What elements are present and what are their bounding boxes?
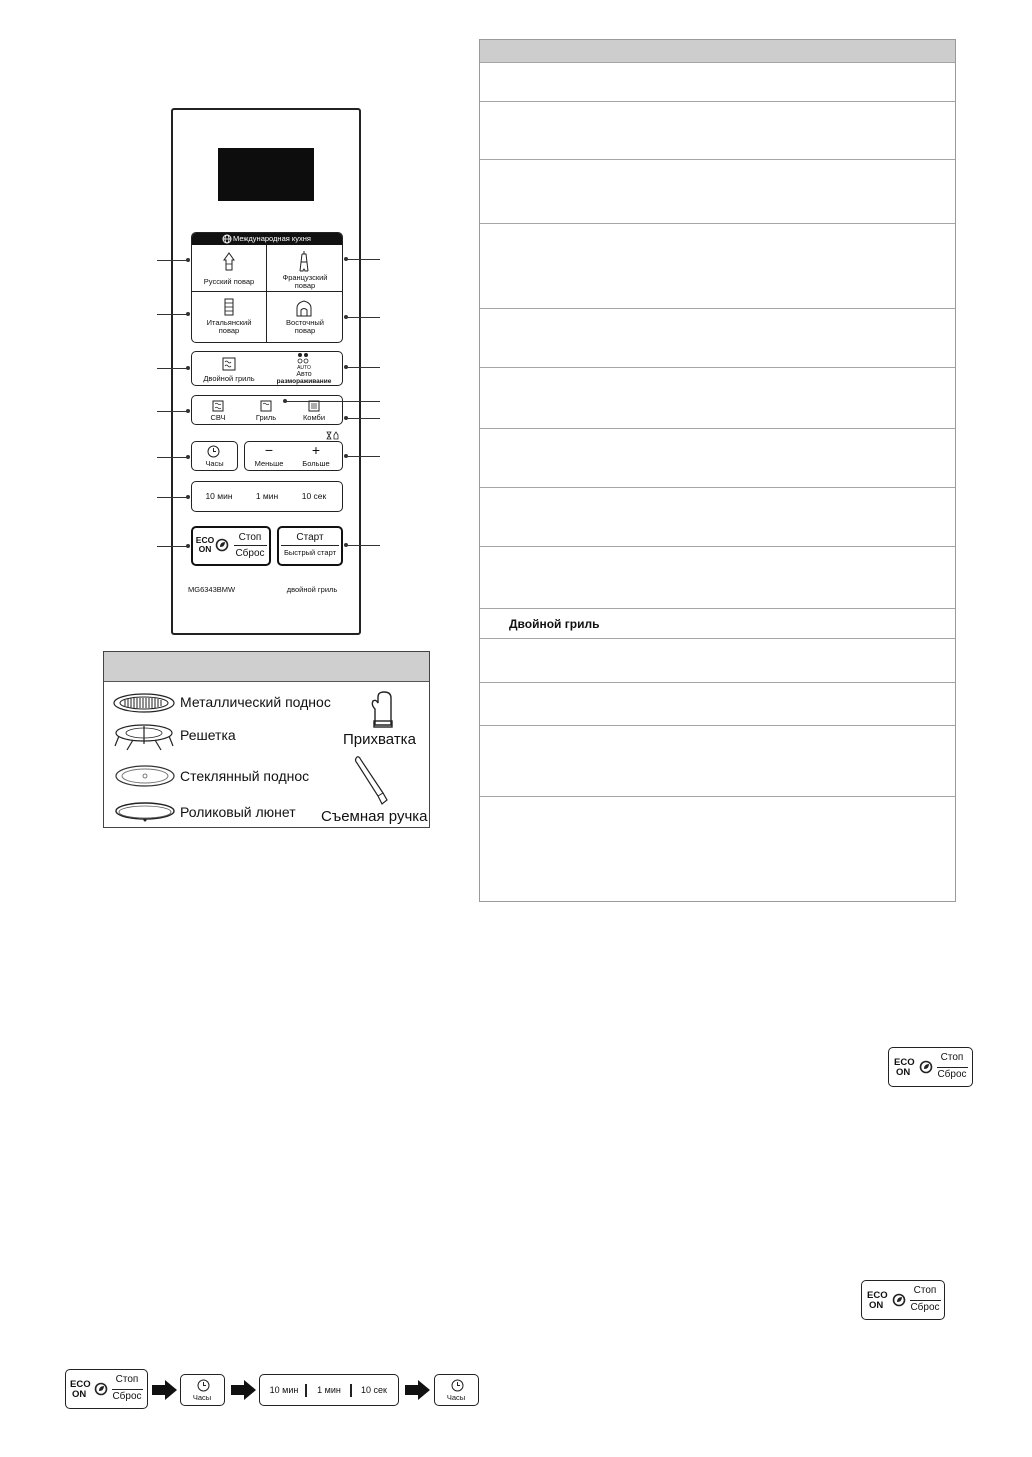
eco-leaf-icon (919, 1060, 933, 1074)
eiffel-tower-icon (297, 250, 311, 272)
callout-line (347, 317, 380, 318)
callout-line (347, 367, 380, 368)
clock-label: Часы (446, 1393, 466, 1402)
metal-tray-label: Металлический поднос (180, 694, 331, 710)
grill-button[interactable]: Гриль (255, 413, 277, 422)
rack-icon (113, 722, 175, 752)
segment-divider (350, 1384, 352, 1397)
table-row-separator (480, 428, 955, 429)
double-grill-icon (222, 357, 236, 371)
stop-divider (234, 545, 267, 546)
display-screen (218, 148, 314, 201)
clock-label: Часы (192, 1393, 212, 1402)
arrow-right-icon (405, 1380, 430, 1400)
features-table-header (480, 40, 955, 62)
callout-line (347, 418, 380, 419)
callout-dot (186, 544, 190, 548)
stop-divider (910, 1300, 941, 1301)
accessories-header (104, 652, 429, 682)
start-divider (281, 545, 339, 546)
seq-clock-button[interactable] (434, 1374, 479, 1406)
defrost-label: размораживание (276, 378, 332, 385)
model-number: MG6343BMW (188, 585, 236, 594)
stop-divider (112, 1389, 143, 1390)
seq-time-buttons[interactable] (259, 1374, 399, 1406)
table-row-separator (480, 487, 955, 488)
one-min-button[interactable]: 1 мин (255, 491, 279, 501)
callout-line (157, 260, 187, 261)
table-row-separator (480, 546, 955, 547)
eco-on-label: ON (869, 1300, 884, 1311)
auto-small-label: AUTO (297, 365, 311, 371)
auto-defrost-button[interactable]: Авто (296, 371, 312, 378)
callout-line (286, 401, 380, 402)
pisa-tower-icon (222, 297, 236, 317)
stop-divider (937, 1067, 968, 1068)
russian-cook-button[interactable]: Русский повар (203, 277, 255, 286)
callout-dot (186, 495, 190, 499)
oriental-temple-icon (294, 298, 314, 318)
plus-icon: + (311, 442, 321, 458)
ten-sec-button[interactable]: 10 сек (301, 491, 327, 501)
quick-start-label: Быстрый старт (283, 548, 337, 557)
seq-clock-button[interactable] (180, 1374, 225, 1406)
table-row-separator (480, 725, 955, 726)
roller-ring-icon (115, 801, 175, 823)
hourglass-icon (326, 431, 340, 440)
segment-divider (305, 1384, 307, 1397)
stop-label: Стоп (913, 1285, 937, 1296)
stop-label: Стоп (238, 532, 262, 543)
intl-header-label: Международная кухня (233, 234, 311, 243)
eco-label: ECO (70, 1379, 91, 1390)
microwave-icon (212, 400, 224, 412)
more-button[interactable]: Больше (302, 459, 330, 468)
eco-label: ECO (894, 1057, 915, 1068)
metal-tray-icon (113, 693, 175, 713)
eco-on-label: ON (198, 544, 212, 554)
table-row-separator (480, 796, 955, 797)
less-button[interactable]: Меньше (254, 459, 284, 468)
eco-label: ECO (867, 1290, 888, 1301)
clock-label: Часы (205, 459, 224, 468)
features-table (479, 39, 956, 902)
glass-tray-label: Стеклянный поднос (180, 768, 310, 784)
table-row-separator (480, 682, 955, 683)
callout-dot (186, 455, 190, 459)
seq-eco-stop-button[interactable] (65, 1369, 148, 1409)
oven-mitt-label: Прихватка (343, 731, 416, 748)
callout-dot (186, 409, 190, 413)
one-min-label: 1 мин (317, 1385, 341, 1395)
model-description: двойной гриль (286, 585, 338, 594)
table-row-separator (480, 638, 955, 639)
table-row-double-grill: Двойной гриль (509, 617, 600, 631)
italian-cook-button[interactable]: Итальянский повар (206, 318, 252, 335)
start-label: Старт (296, 532, 324, 543)
removable-handle-icon (352, 754, 388, 806)
reset-label: Сброс (937, 1069, 967, 1080)
callout-line (157, 546, 187, 547)
globe-icon (222, 234, 232, 244)
eco-leaf-icon (892, 1293, 906, 1307)
callout-line (157, 411, 187, 412)
callout-line (157, 457, 187, 458)
arrow-right-icon (152, 1380, 177, 1400)
clock-icon (451, 1379, 464, 1392)
table-row-separator (480, 367, 955, 368)
russian-church-icon (221, 252, 237, 272)
removable-handle-label: Съемная ручка (321, 808, 428, 825)
table-row-separator (480, 223, 955, 224)
eco-leaf-icon (94, 1382, 108, 1396)
eco-stop-button-illustration[interactable] (861, 1280, 945, 1320)
oriental-cook-button[interactable]: Восточный повар (286, 318, 324, 335)
glass-tray-icon (115, 765, 175, 787)
reset-label: Сброс (112, 1391, 142, 1402)
combi-button[interactable]: Комби (302, 413, 326, 422)
stop-label: Стоп (940, 1052, 964, 1063)
callout-dot (186, 366, 190, 370)
callout-line (157, 314, 187, 315)
eco-label: ECO (195, 535, 215, 545)
stop-label: Стоп (115, 1374, 139, 1385)
callout-line (347, 545, 380, 546)
table-row-separator (480, 159, 955, 160)
table-row-separator (480, 101, 955, 102)
ten-sec-label: 10 сек (361, 1385, 387, 1395)
intl-divider-v (266, 245, 267, 342)
roller-ring-label: Роликовый люнет (180, 804, 296, 820)
reset-label: Сброс (910, 1302, 940, 1313)
callout-dot (186, 258, 190, 262)
clock-icon (207, 445, 220, 458)
reset-label: Сброс (235, 548, 265, 559)
eco-on-label: ON (896, 1067, 911, 1078)
microwave-button[interactable]: СВЧ (210, 413, 226, 422)
callout-dot (186, 312, 190, 316)
minus-icon: − (264, 442, 274, 458)
clock-icon (197, 1379, 210, 1392)
eco-leaf-icon (215, 538, 229, 552)
table-row-separator (480, 608, 955, 609)
double-grill-button[interactable]: Двойной гриль (203, 374, 255, 383)
callout-line (157, 497, 187, 498)
callout-line (347, 259, 380, 260)
grill-icon (260, 400, 272, 412)
ten-min-button[interactable]: 10 мин (205, 491, 233, 501)
callout-line (347, 456, 380, 457)
table-row-separator (480, 308, 955, 309)
french-cook-button[interactable]: Французский повар (282, 273, 328, 290)
defrost-drops-icon (296, 352, 310, 364)
callout-line (157, 368, 187, 369)
table-row-separator (480, 62, 955, 63)
oven-mitt-icon (367, 689, 403, 729)
intl-divider-h (192, 291, 342, 292)
eco-stop-button-illustration[interactable] (888, 1047, 973, 1087)
rack-label: Решетка (180, 727, 236, 743)
arrow-right-icon (231, 1380, 256, 1400)
eco-on-label: ON (72, 1389, 87, 1400)
ten-min-label: 10 мин (269, 1385, 299, 1395)
